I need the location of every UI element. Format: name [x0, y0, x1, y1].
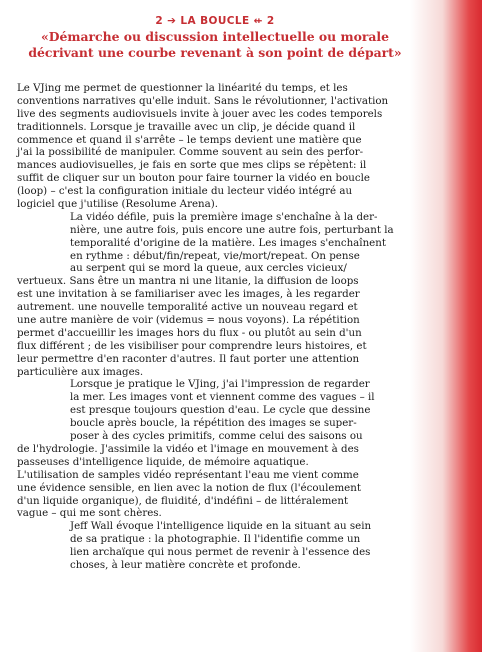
text-line: logiciel que j'utilise (Resolume Arena). [17, 198, 219, 211]
text-line: passeuses d'intelligence liquide, de mémoire aquatique. [17, 455, 309, 468]
text-line: permet d'accueillir les images hors du flux - ou plutôt au sein d'un [17, 326, 362, 339]
text-line: La vidéo défile, puis la première image s'enchaîne à la der- [70, 210, 378, 223]
text-line: en rythme : début/fin/repeat, vie/mort/repeat. On pense [70, 249, 360, 262]
text-line: de sa pratique : la photographie. Il l'identifie comme un [70, 533, 361, 546]
text-line: j'ai la possibilité de manipuler. Comme souvent au sein des perfor- [17, 146, 364, 159]
chapter-header [20, 14, 410, 61]
text-line: autrement. une nouvelle temporalité active un nouveau regard et [17, 301, 358, 314]
body-text [17, 82, 410, 572]
text-line: commence et quand il s'arrête – le temps devient une matière que [17, 133, 362, 146]
text-line: flux différent ; de les visibiliser pour comprendre leurs histoires, et [17, 339, 367, 352]
text-line: boucle après boucle, la répétition des images se super- [70, 417, 357, 430]
text-line: suffit de cliquer sur un bouton pour faire tourner la vidéo en boucle [17, 172, 370, 185]
text-line: poser à des cycles primitifs, comme celui des saisons ou [70, 430, 363, 443]
text-line: (loop) – c'est la configuration initiale du lecteur vidéo intégré au [17, 185, 353, 198]
text-line: une autre manière de voir (videmus = nous voyons). La répétition [17, 314, 360, 327]
text-line: traditionnels. Lorsque je travaille avec un clip, je décide quand il [17, 120, 356, 133]
chapter-title-line: «Démarche ou discussion intellectuelle ou morale [40, 29, 390, 44]
text-line: nière, une autre fois, puis encore une autre fois, perturbant la [70, 223, 394, 236]
text-line: L'utilisation de samples vidéo représentant l'eau me vient comme [17, 468, 359, 481]
text-line: de l'hydrologie. J'assimile la vidéo et l'image en mouvement à des [17, 442, 359, 455]
text-line: lien archaïque qui nous permet de revenir à l'essence des [70, 546, 371, 559]
text-line: la mer. Les images vont et viennent comme des vagues – il [70, 391, 375, 404]
text-line: une évidence sensible, en lien avec la notion de flux (l'écoulement [17, 481, 361, 494]
text-line: au serpent qui se mord la queue, aux cercles vicieux/ [70, 262, 347, 275]
chapter-title [20, 29, 410, 61]
text-line: temporalité d'origine de la matière. Les images s'enchaînent [70, 236, 386, 249]
chapter-title-line: décrivant une courbe revenant à son point de départ» [28, 45, 402, 60]
text-line: leur permettre d'en raconter d'autres. Il faut porter une attention [17, 352, 360, 365]
text-line: particulière aux images. [17, 365, 144, 378]
text-line: mances audiovisuelles, je fais en sorte que mes clips se répètent: il [17, 159, 367, 172]
text-line: Lorsque je pratique le VJing, j'ai l'impression de regarder [70, 378, 370, 391]
text-line: vague – qui me sont chères. [17, 507, 162, 520]
text-line: d'un liquide organique), de fluidité, d'indéfini – de littéralement [17, 494, 349, 507]
text-line: Le VJing me permet de questionner la linéarité du temps, et les [17, 82, 348, 94]
text-line: choses, à leur matière concrète et profonde. [70, 558, 301, 571]
chapter-heading: 2 ➔ LA BOUCLE ⇷ 2 [155, 15, 275, 27]
text-line: conventions narratives qu'elle induit. Sans le révolutionner, l'activation [17, 94, 389, 107]
text-line: Jeff Wall évoque l'intelligence liquide en la situant au sein [70, 520, 372, 533]
text-line: est une invitation à se familiariser avec les images, à les regarder [17, 288, 360, 301]
text-line: est presque toujours question d'eau. Le cycle que dessine [70, 404, 371, 417]
text-line: live des segments audiovisuels invite à jouer avec les codes temporels [17, 107, 383, 120]
text-line: vertueux. Sans être un mantra ni une litanie, la diffusion de loops [17, 275, 359, 288]
